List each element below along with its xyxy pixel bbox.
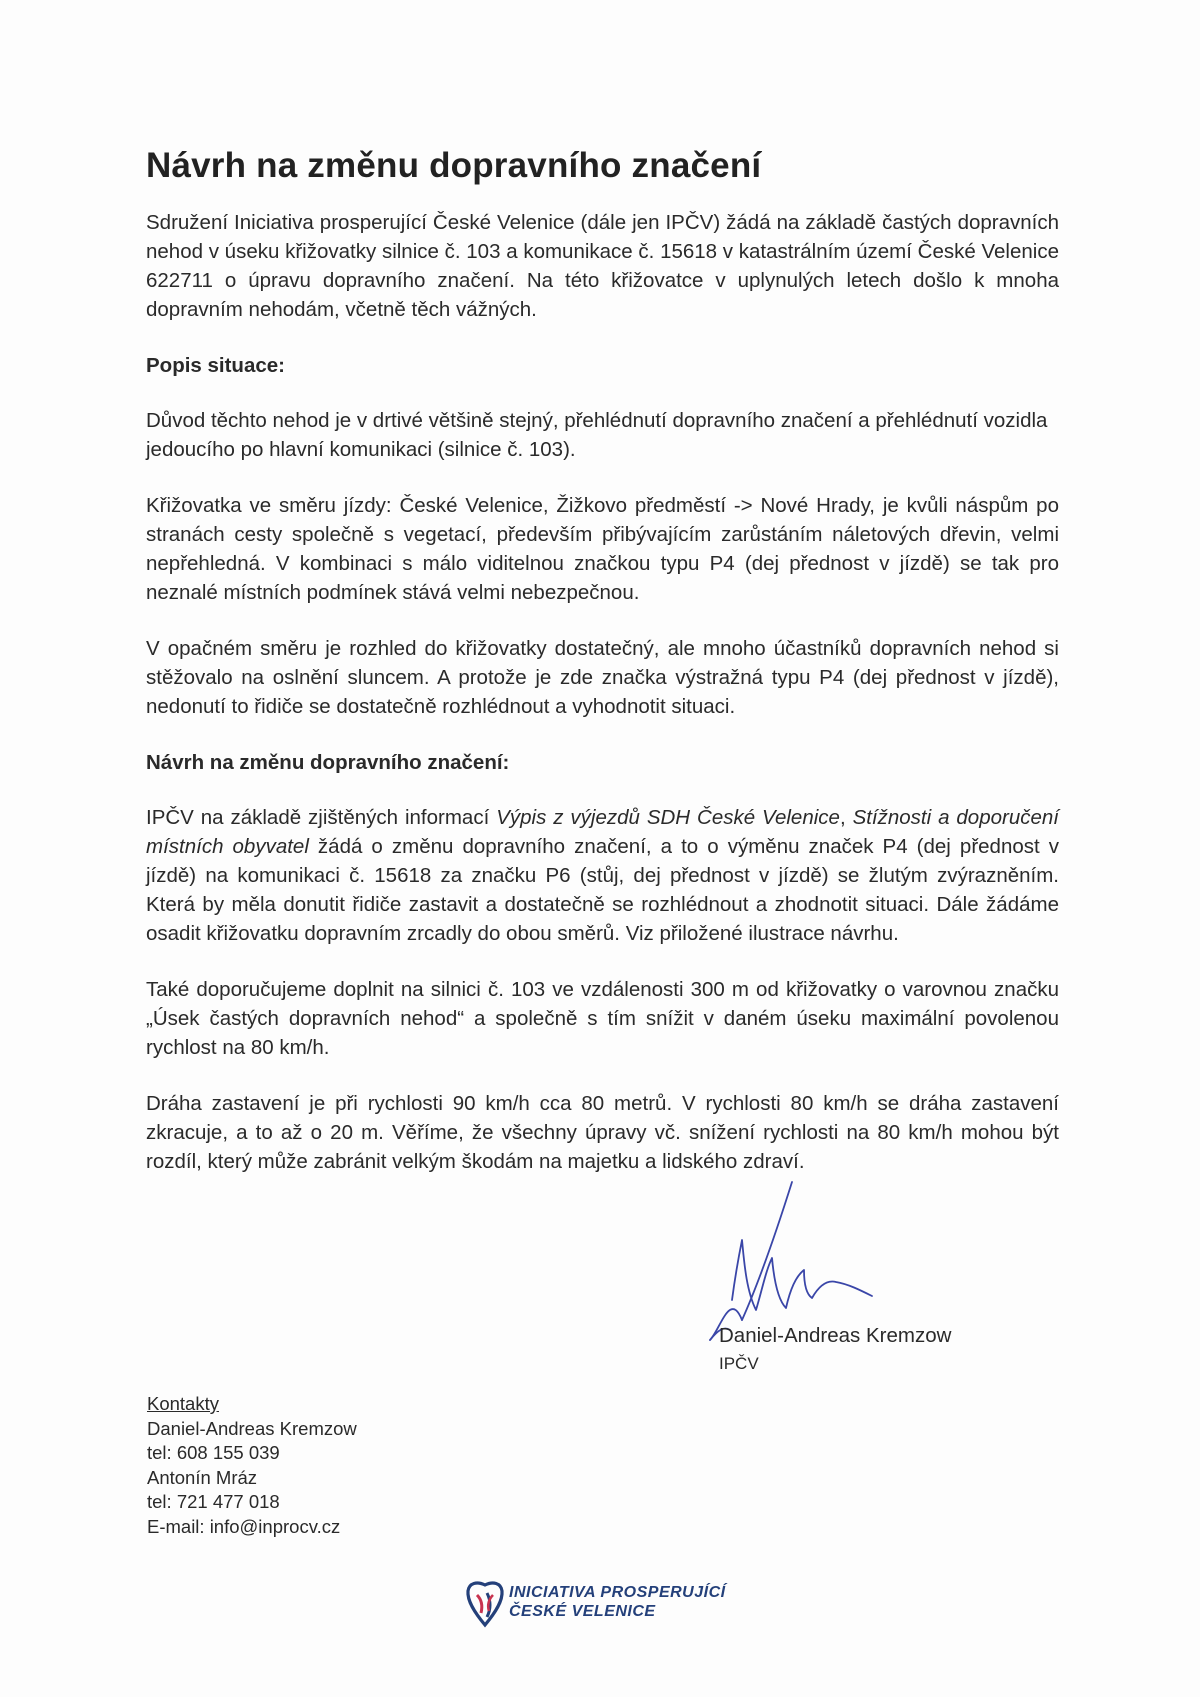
signatory-organization: IPČV <box>719 1354 759 1373</box>
situation-paragraph-3: V opačném směru je rozhled do křižovatky dostatečný, ale mnoho účastníků dopravních nehod si stěžovalo na oslnění sluncem. A protože je zde značka výstražná typu P4 (dej přednost v jízdě), nedonutí to řidiče se dostatečně rozhlédnout a vyhodnotit situaci. <box>146 637 1059 718</box>
proposal-text-b: , <box>839 806 853 829</box>
logo-wordmark <box>509 1583 726 1621</box>
organization-logo <box>463 1577 763 1633</box>
contacts-heading: Kontakty <box>147 1393 219 1414</box>
proposal-paragraph-2: Také doporučujeme doplnit na silnici č. 103 ve vzdálenosti 300 m od křižovatky o varovnou značku „Úsek častých dopravních nehod“ a společně s tím snížit v daném úseku maximální povolenou rychlost na 80 km/h. <box>146 978 1059 1059</box>
signature-block <box>700 1180 1000 1380</box>
heart-shield-logo-icon <box>463 1579 507 1631</box>
logo-line-1: INICIATIVA PROSPERUJÍCÍ <box>509 1584 726 1601</box>
handwritten-signature <box>700 1180 1000 1380</box>
logo-line-2: ČESKÉ VELENICE <box>509 1603 656 1620</box>
situation-paragraph-2: Křižovatka ve směru jízdy: České Velenice, Žižkovo předměstí -> Nové Hrady, je kvůli náspům po stranách cesty společně s vegetací, především přibývajícím zarůstáním náletových dřevin, velmi nepřehledná. V kombinaci s málo viditelnou značkou typu P4 (dej přednost v jízdě) se tak pro neznalé místních podmínek stává velmi nebezpečnou. <box>146 494 1059 604</box>
contact-line: tel: 608 155 039 <box>147 1442 280 1463</box>
contact-line: Daniel-Andreas Kremzow <box>147 1417 357 1439</box>
intro-paragraph: Sdružení Iniciativa prosperující České Velenice (dále jen IPČV) žádá na základě častých dopravních nehod v úseku křižovatky silnice č. 103 a komunikace č. 15618 v katastrálním území České Velenice 622711 o úpravu dopravního značení. Na této křižovatce v uplynulých letech došlo k mnoha dopravním nehodám, včetně těch vážných. <box>146 211 1059 321</box>
proposal-text-c: žádá o změnu dopravního značení, a to o výměnu značek P4 (dej přednost v jízdě) na komunikaci č. 15618 za značku P6 (stůj, dej přednost v jízdě) se žlutým zvýrazněním. Která by měla donutit řidiče zastavit a dostatečně se rozhlédnout a zhodnotit situaci. Dále žádáme osadit křižovatku dopravním zrcadly do obou směrů. Viz přiložené ilustrace návrhu. <box>146 835 1059 945</box>
contact-email: E-mail: info@inprocv.cz <box>147 1515 341 1537</box>
proposal-text-a: IPČV na základě zjištěných informací <box>146 806 497 829</box>
signatory-name: Daniel-Andreas Kremzow <box>719 1324 952 1347</box>
proposal-paragraph-3: Dráha zastavení je při rychlosti 90 km/h cca 80 metrů. V rychlosti 80 km/h se dráha zastavení zkracuje, a to až o 20 m. Věříme, že všechny úpravy vč. snížení rychlosti na 80 km/h mohou být rozdíl, který může zabránit velkým škodám na majetku a lidského zdraví. <box>146 1092 1059 1173</box>
proposal-source-2: Stížnosti a doporučení místních obyvatel <box>146 806 1059 858</box>
document-title: Návrh na změnu dopravního značení <box>146 146 762 185</box>
section-heading-proposal: Návrh na změnu dopravního značení: <box>146 751 510 774</box>
document-body <box>146 146 1059 1203</box>
contact-line: Antonín Mráz <box>147 1466 258 1488</box>
section-heading-situation: Popis situace: <box>146 354 285 377</box>
situation-paragraph-1: Důvod těchto nehod je v drtivé většině stejný, přehlédnutí dopravního značení a přehlédnutí vozidla jedoucího po hlavní komunikaci (silnice č. 103). <box>146 409 1048 461</box>
proposal-paragraph-1 <box>146 803 1059 948</box>
proposal-source-1: Výpis z výjezdů SDH České Velenice <box>496 806 840 829</box>
contacts-block <box>147 1392 357 1539</box>
contact-line: tel: 721 477 018 <box>147 1491 280 1512</box>
